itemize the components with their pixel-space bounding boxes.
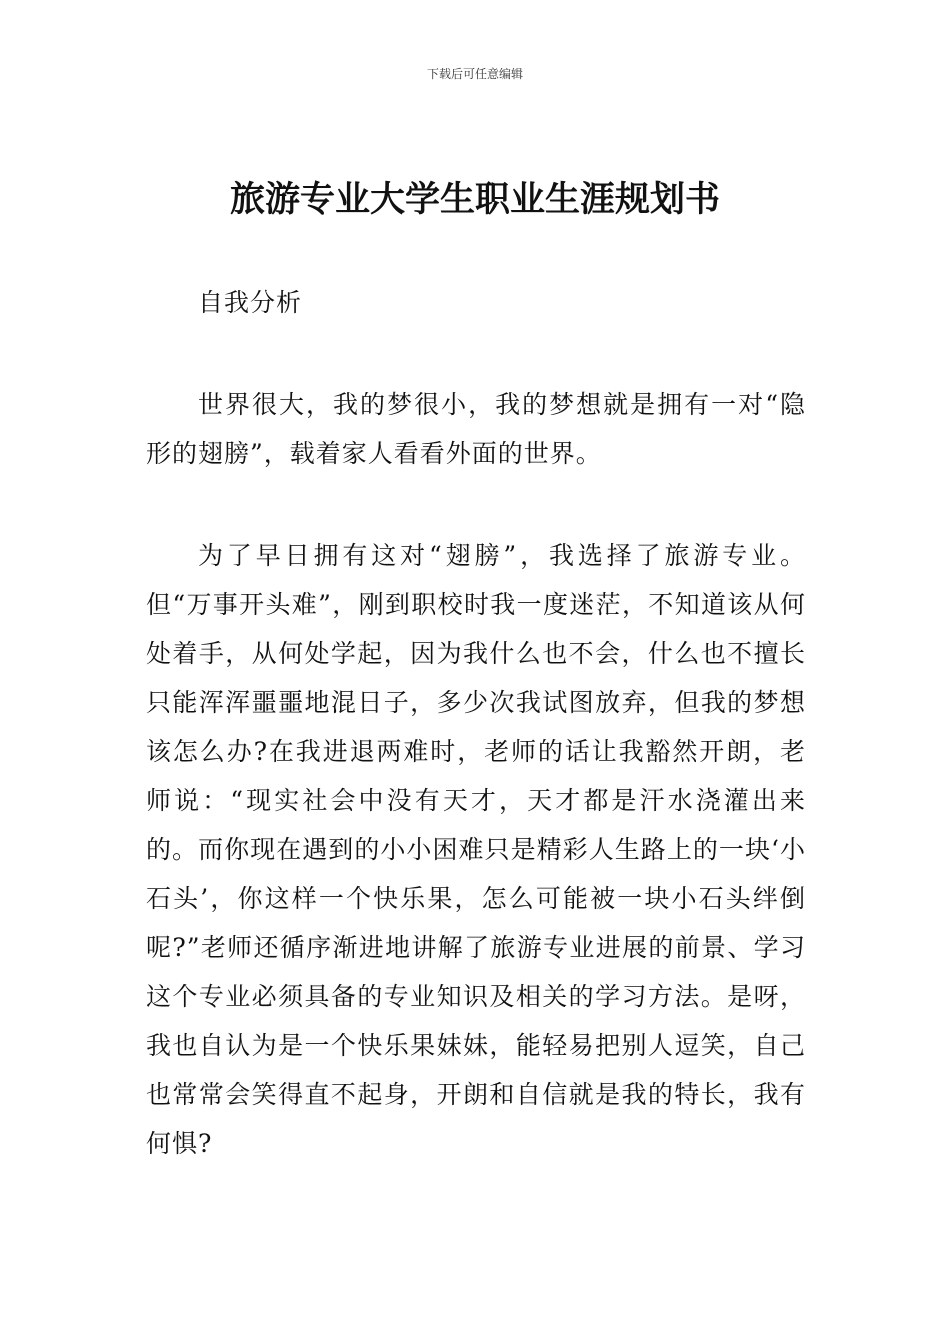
document-title: 旅游专业大学生职业生涯规划书	[229, 180, 720, 220]
document-body	[146, 278, 806, 1221]
header-note: 下载后可任意编辑	[426, 67, 523, 81]
section-heading: 自我分析	[198, 288, 303, 317]
paragraph-2: 为了早日拥有这对“翅膀”，我选择了旅游专业。但“万事开头难”，刚到职校时我一度迷茫，不知道该从何处着手，从何处学起，因为我什么也不会，什么也不擅长只能浑浑噩噩地混日子，多少次我试图放弃，但我的梦想该怎么办?在我进退两难时，老师的话让我豁然开朗，老师说：“现实社会中没有天才，天才都是汗水浇灌出来的。而你现在遇到的小小困难只是精彩人生路上的一块‘小石头’，你这样一个快乐果，怎么可能被一块小石头绊倒呢?”老师还循序渐进地讲解了旅游专业进展的前景、学习这个专业必须具备的专业知识及相关的学习方法。是呀，我也自认为是一个快乐果妹妹，能轻易把别人逗笑，自己也常常会笑得直不起身，开朗和自信就是我的特长，我有何惧?	[146, 541, 806, 1158]
paragraph-1: 世界很大，我的梦很小，我的梦想就是拥有一对“隐形的翅膀”，载着家人看看外面的世界。	[146, 390, 806, 468]
